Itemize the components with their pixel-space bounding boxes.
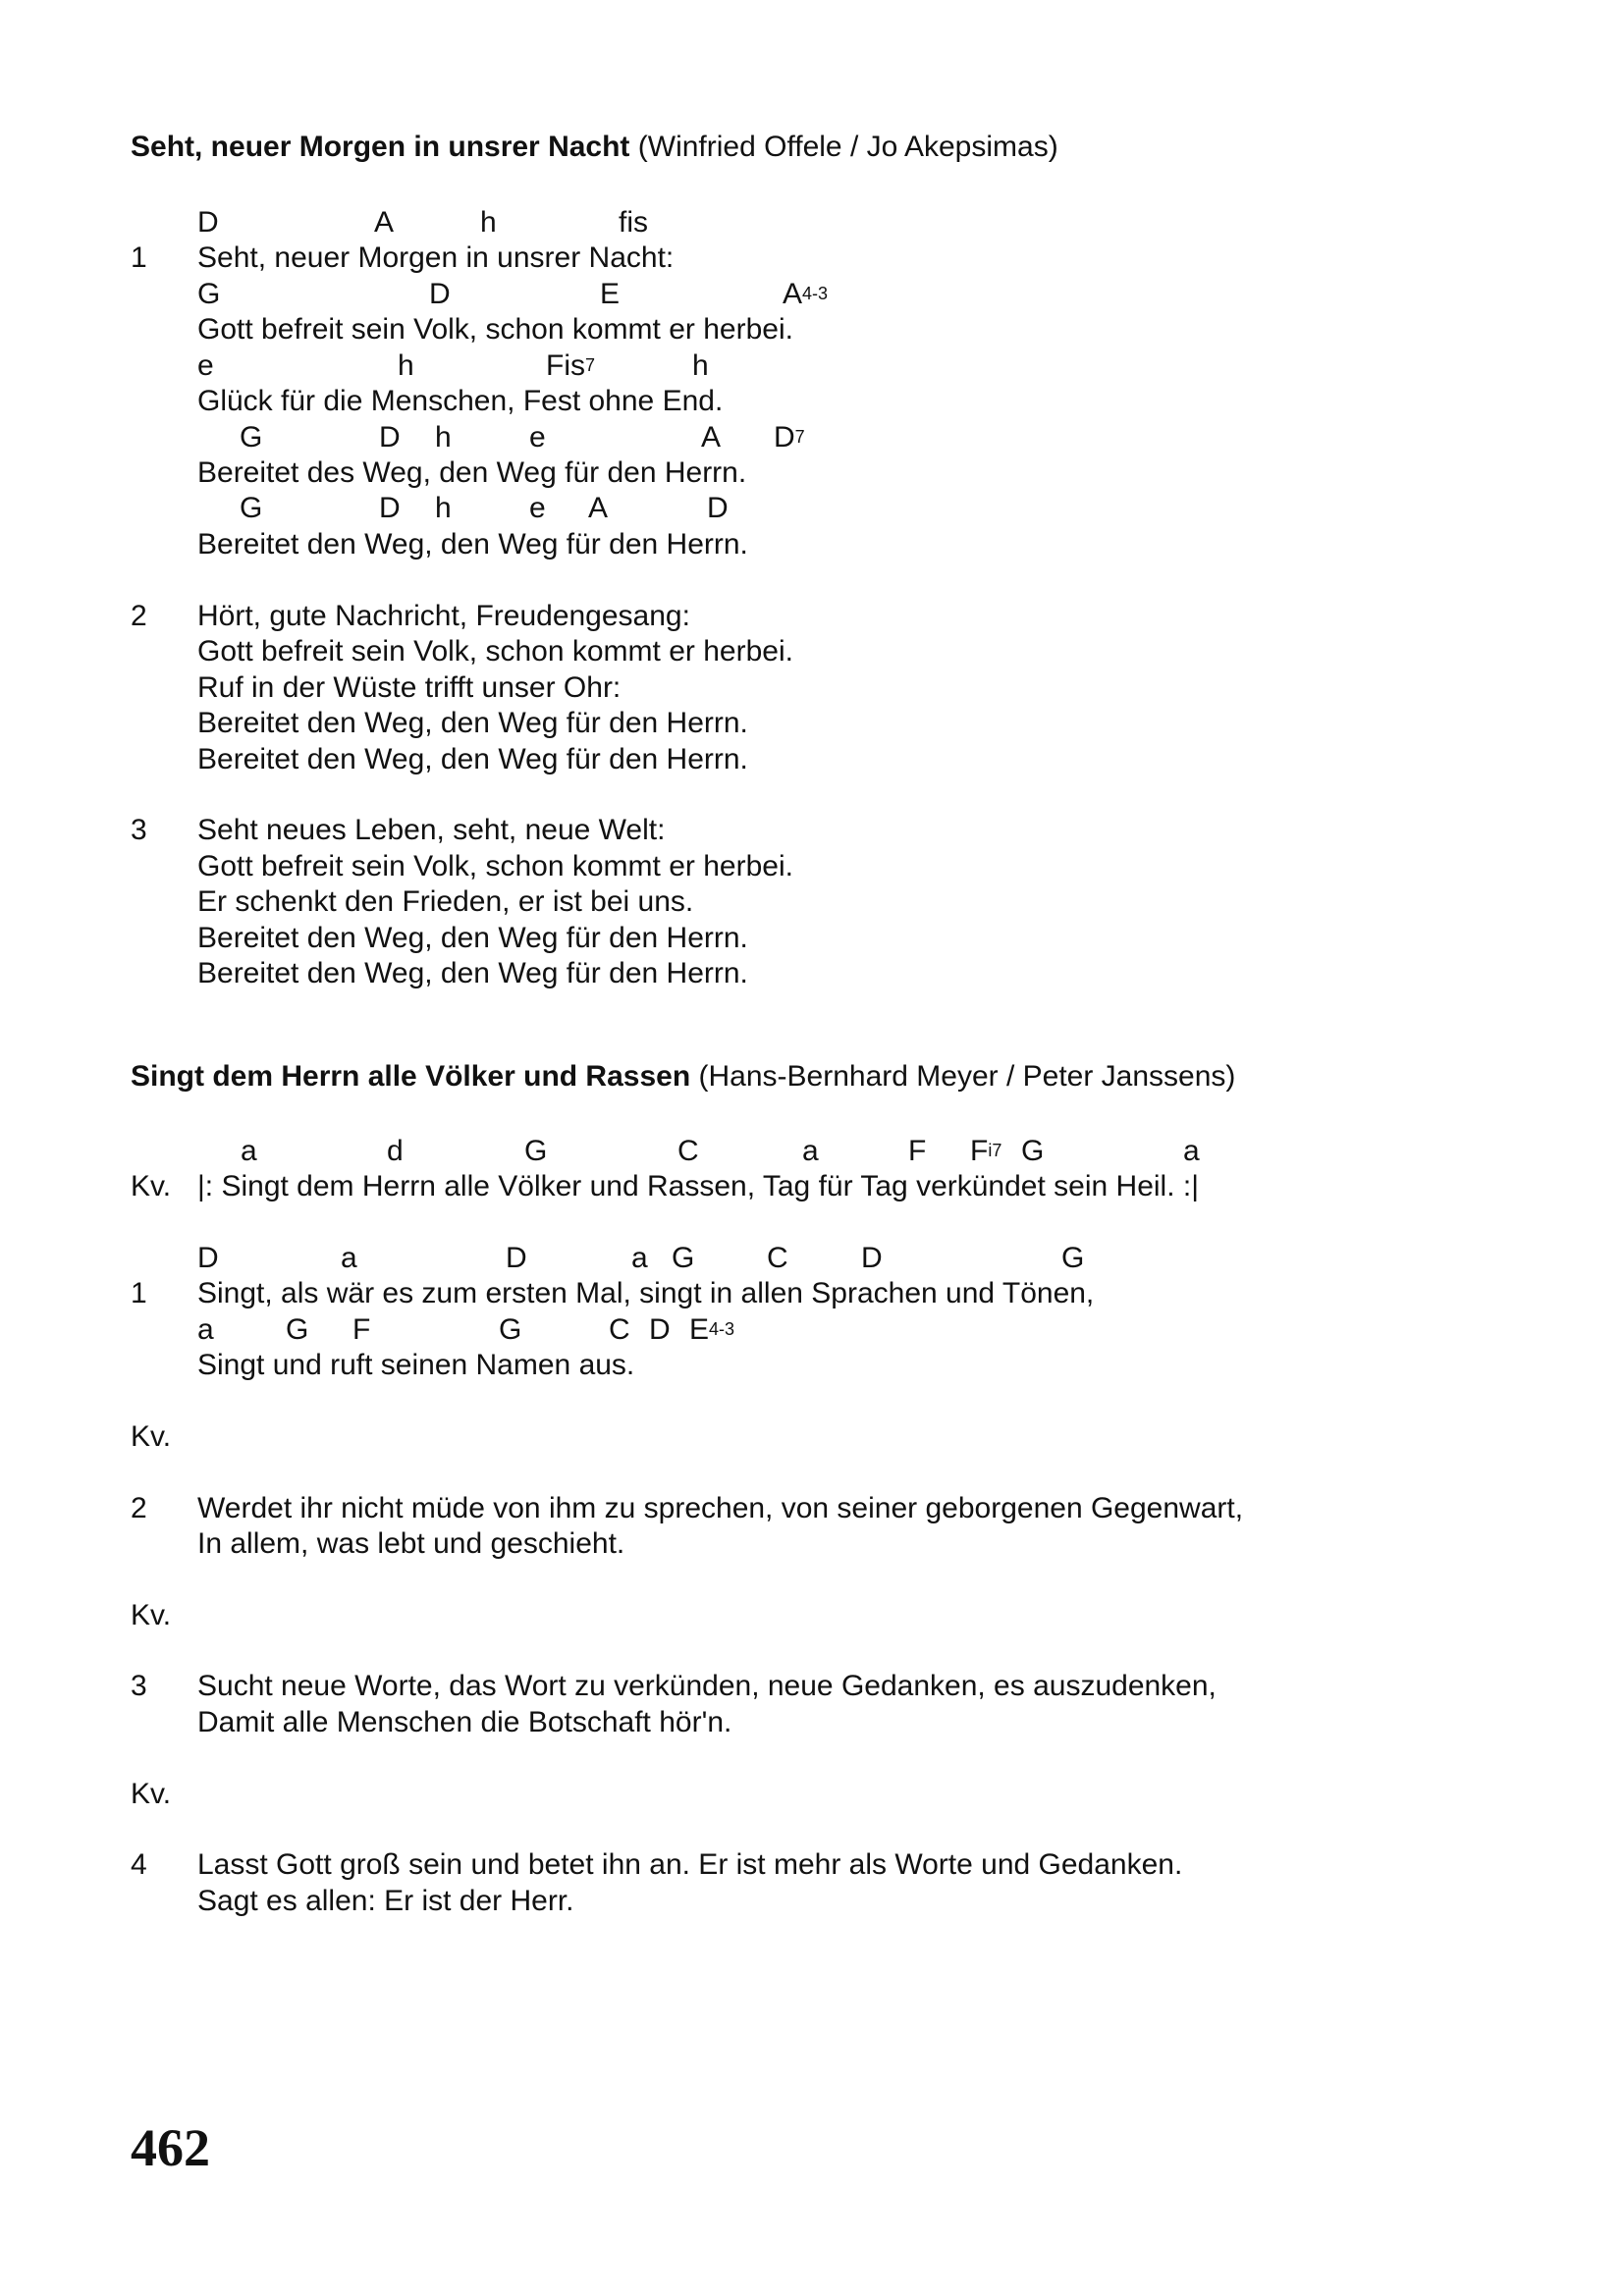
chord: C	[609, 1313, 630, 1346]
chord: $D^7$	[774, 421, 805, 454]
chord: A	[701, 421, 722, 454]
chord: h	[692, 349, 709, 382]
chord: D	[861, 1242, 883, 1274]
lyric-line: Bereitet den Weg, den Weg für den Herrn.	[197, 528, 748, 561]
verse-number: 3	[131, 814, 147, 846]
chord: h	[435, 492, 452, 524]
chord: e	[529, 421, 546, 454]
song1-title-line	[131, 131, 1058, 164]
refrain-repeat: Kv.	[131, 1778, 172, 1810]
chord: a	[802, 1135, 819, 1167]
verse-number: 2	[131, 600, 147, 632]
chord: F	[352, 1313, 371, 1346]
chord: C	[677, 1135, 699, 1167]
chord: G	[240, 492, 263, 524]
song1-title: Seht, neuer Morgen in unsrer Nacht	[131, 131, 630, 163]
lyric-line: Sagt es allen: Er ist der Herr.	[197, 1885, 574, 1917]
verse-number: 1	[131, 241, 147, 274]
lyric-line: Damit alle Menschen die Botschaft hör'n.	[197, 1706, 732, 1738]
lyric-line: Bereitet den Weg, den Weg für den Herrn.	[197, 707, 748, 739]
chord: G	[286, 1313, 309, 1346]
chord: $E^{4-3}$	[689, 1313, 735, 1346]
refrain-repeat: Kv.	[131, 1420, 172, 1453]
lyric-line: In allem, was lebt und geschieht.	[197, 1527, 625, 1560]
lyric-line: Seht neues Leben, seht, neue Welt:	[197, 814, 666, 846]
verse-number: 2	[131, 1492, 147, 1524]
page-number: 462	[131, 2118, 210, 2177]
lyric-line: Singt, als wär es zum ersten Mal, singt in allen Sprachen und Tönen,	[197, 1277, 1095, 1309]
chord: E	[600, 278, 621, 310]
chord: G	[240, 421, 263, 454]
lyric-line: Glück für die Menschen, Fest ohne End.	[197, 385, 724, 417]
refrain-label: Kv.	[131, 1170, 172, 1202]
chord: a	[631, 1242, 648, 1274]
chord: $F^{i7}$	[970, 1135, 1002, 1167]
chord: a	[197, 1313, 214, 1346]
chord: D	[707, 492, 729, 524]
lyric-line: Bereitet den Weg, den Weg für den Herrn.	[197, 957, 748, 989]
song1-authors: (Winfried Offele / Jo Akepsimas)	[637, 131, 1058, 163]
lyric-line: Hört, gute Nachricht, Freudengesang:	[197, 600, 690, 632]
song2-authors: (Hans-Bernhard Meyer / Peter Janssens)	[698, 1060, 1236, 1093]
chord: fis	[619, 206, 648, 239]
verse-number: 4	[131, 1848, 147, 1881]
chord: a	[241, 1135, 257, 1167]
lyric-line: Ruf in der Wüste trifft unser Ohr:	[197, 671, 622, 704]
chord: D	[197, 1242, 219, 1274]
chord: e	[529, 492, 546, 524]
lyric-line: Gott befreit sein Volk, schon kommt er herbei.	[197, 850, 793, 882]
refrain-repeat: Kv.	[131, 1599, 172, 1631]
lyric-line: Singt und ruft seinen Namen aus.	[197, 1349, 635, 1381]
chord: D	[429, 278, 451, 310]
verse-number: 3	[131, 1670, 147, 1702]
chord: D	[506, 1242, 527, 1274]
lyric-line: Er schenkt den Frieden, er ist bei uns.	[197, 885, 694, 918]
lyric-line: Gott befreit sein Volk, schon kommt er herbei.	[197, 635, 793, 667]
chord: a	[1183, 1135, 1200, 1167]
chord: A	[588, 492, 609, 524]
chord: G	[672, 1242, 695, 1274]
chord: G	[1061, 1242, 1085, 1274]
chord: D	[379, 421, 401, 454]
song2-title: Singt dem Herrn alle Völker und Rassen	[131, 1060, 691, 1093]
chord: h	[480, 206, 497, 239]
lyric-line: Bereitet des Weg, den Weg für den Herrn.	[197, 456, 747, 489]
chord: G	[499, 1313, 522, 1346]
chord: G	[197, 278, 221, 310]
chord: h	[398, 349, 414, 382]
lyric-line: Gott befreit sein Volk, schon kommt er herbei.	[197, 313, 793, 346]
refrain-line: |: Singt dem Herrn alle Völker und Rassen, Tag für Tag verkündet sein Heil. :|	[197, 1170, 1199, 1202]
chord: G	[1021, 1135, 1045, 1167]
lyric-line: Bereitet den Weg, den Weg für den Herrn.	[197, 922, 748, 954]
chord: d	[387, 1135, 404, 1167]
lyric-line: Bereitet den Weg, den Weg für den Herrn.	[197, 743, 748, 775]
chord: $A^{4-3}$	[783, 278, 829, 310]
chord: Fis$^7$	[546, 349, 596, 382]
lyric-line: Sucht neue Worte, das Wort zu verkünden, neue Gedanken, es auszudenken,	[197, 1670, 1217, 1702]
chord: A	[374, 206, 395, 239]
chord: D	[649, 1313, 671, 1346]
chord: G	[524, 1135, 548, 1167]
song2-title-line	[131, 1060, 1235, 1094]
chord: F	[908, 1135, 927, 1167]
chord: C	[767, 1242, 788, 1274]
chord: e	[197, 349, 214, 382]
lyric-line: Seht, neuer Morgen in unsrer Nacht:	[197, 241, 675, 274]
lyric-line: Lasst Gott groß sein und betet ihn an. Er ist mehr als Worte und Gedanken.	[197, 1848, 1183, 1881]
chord: D	[379, 492, 401, 524]
lyric-line: Werdet ihr nicht müde von ihm zu sprechen, von seiner geborgenen Gegenwart,	[197, 1492, 1244, 1524]
chord: D	[197, 206, 219, 239]
chord: a	[341, 1242, 357, 1274]
verse-number: 1	[131, 1277, 147, 1309]
chord: h	[435, 421, 452, 454]
